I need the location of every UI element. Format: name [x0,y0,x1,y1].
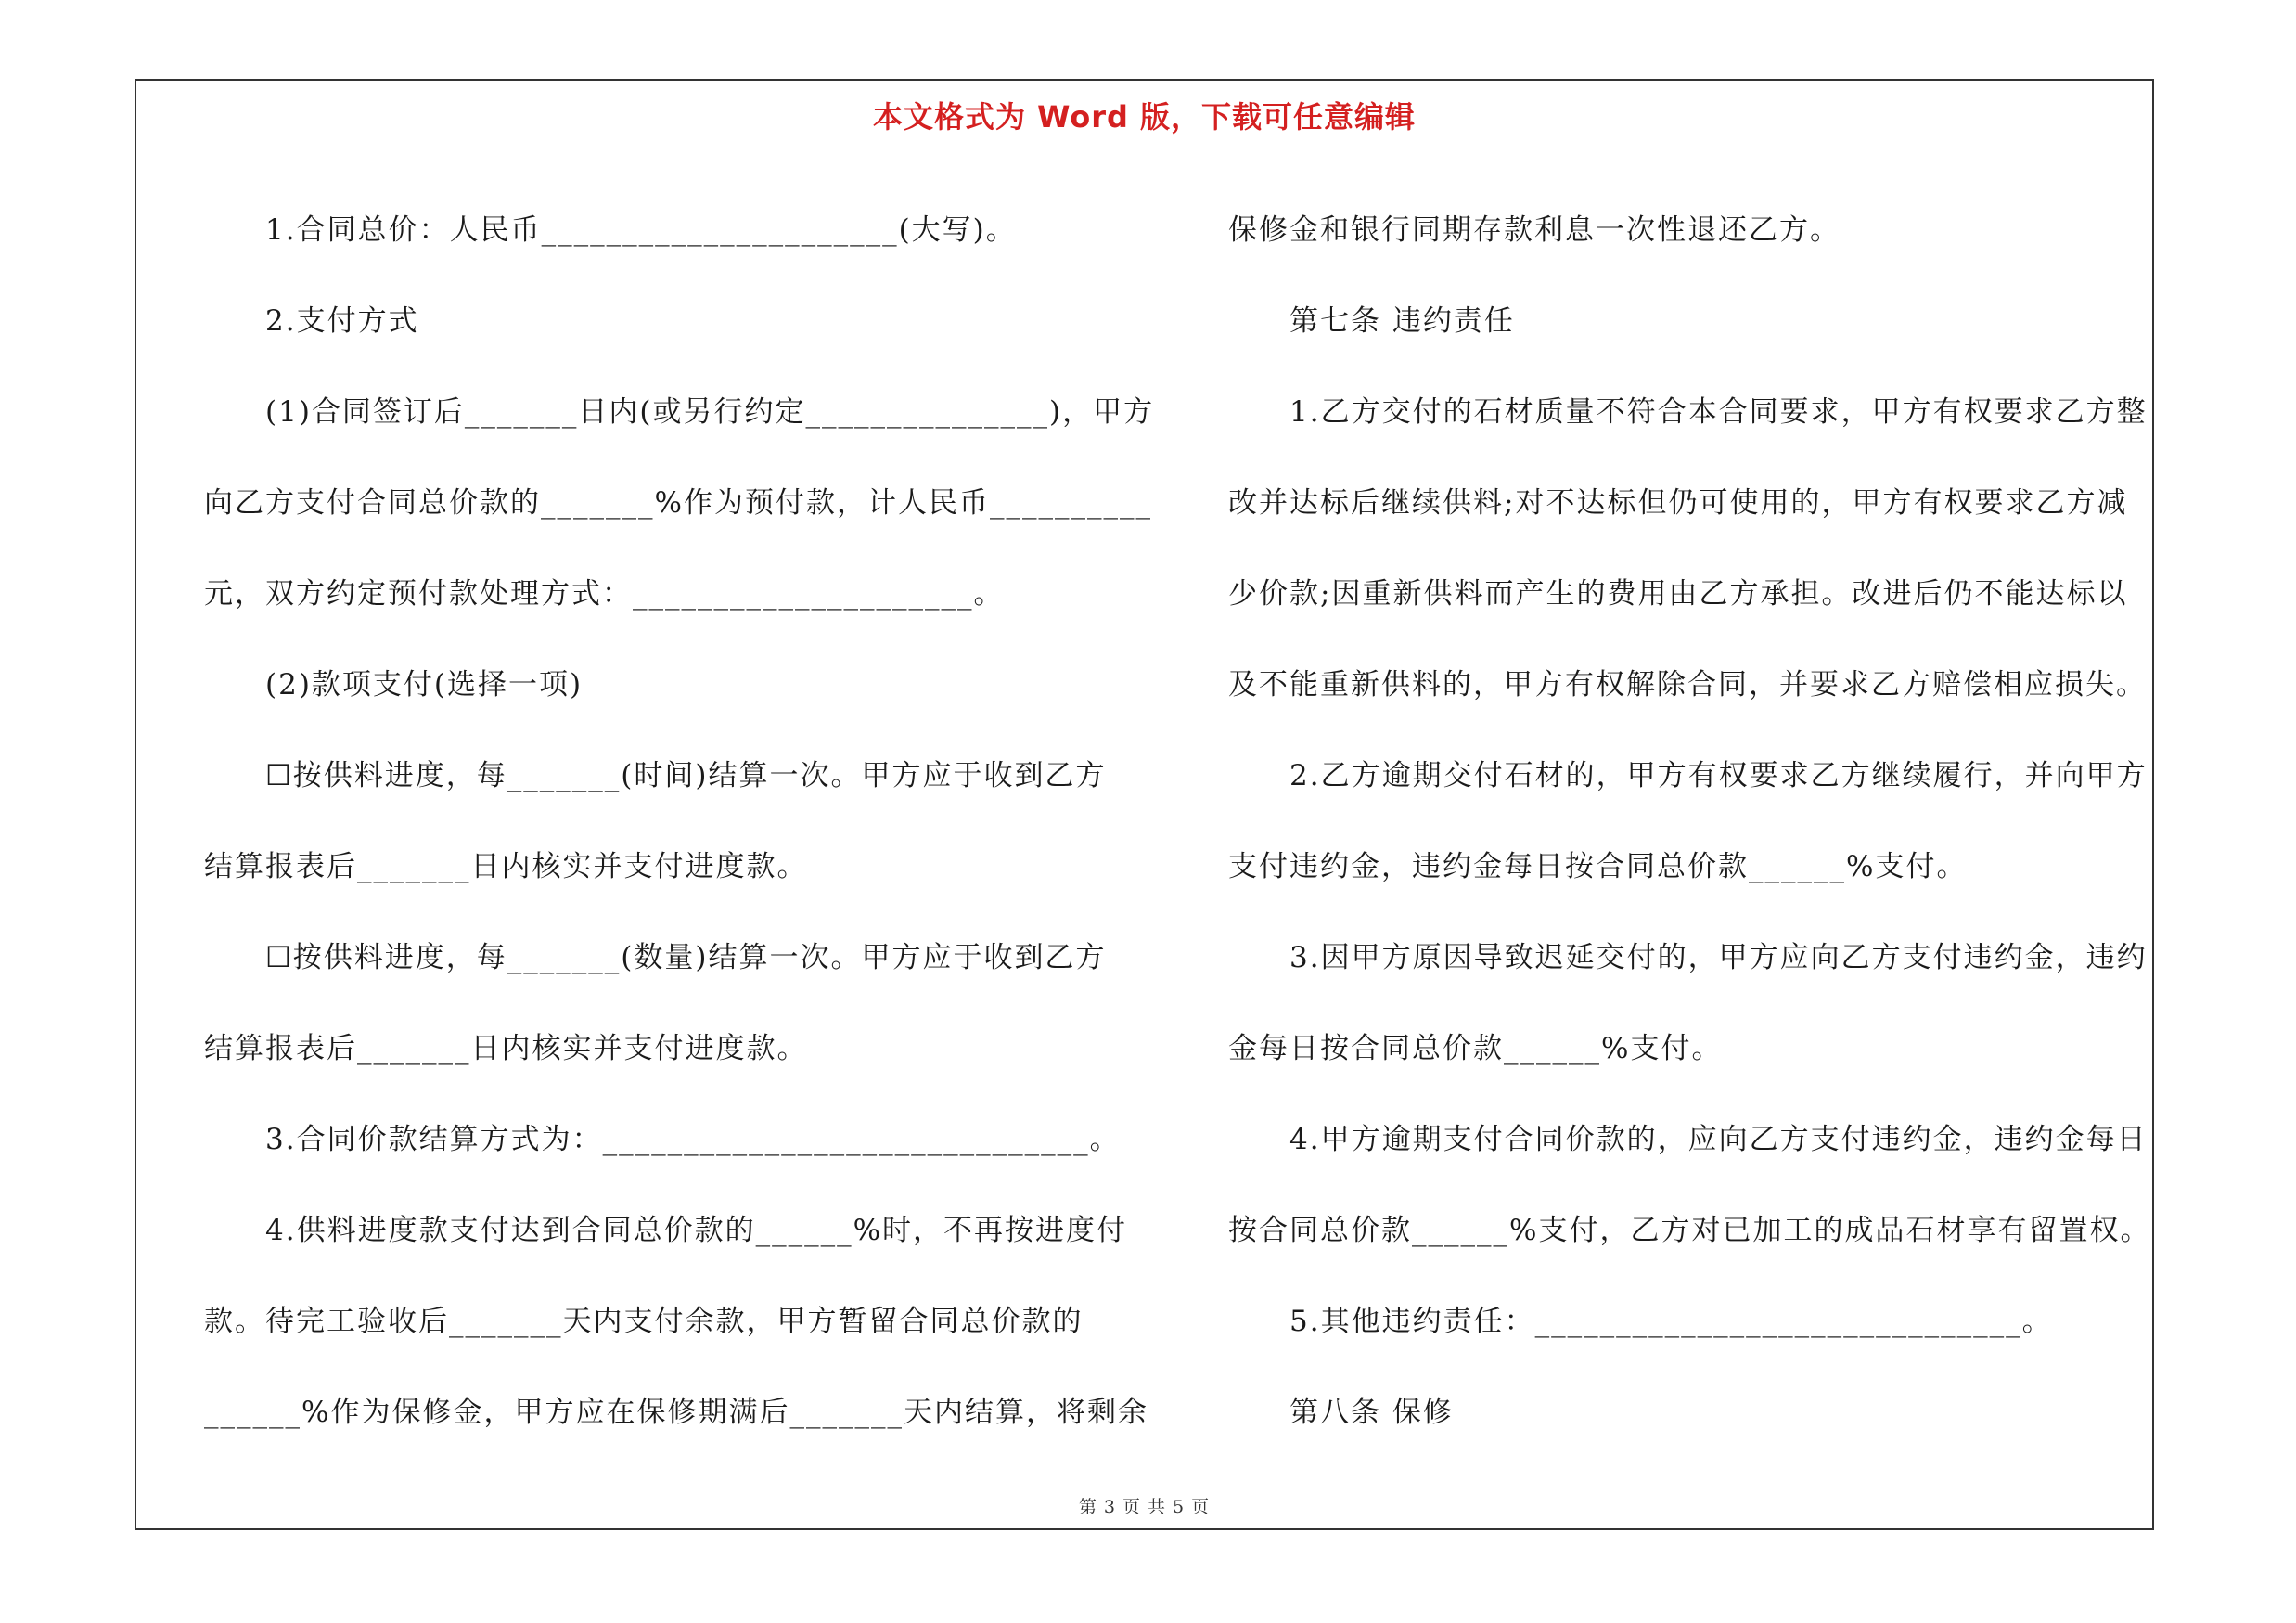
paragraph: ☐按供料进度，每_______(数量)结算一次。甲方应于收到乙方 [265,941,1107,974]
paragraph: 3.合同价款结算方式为：______________________________。 [265,1123,1121,1156]
paragraph: 2.支付方式 [265,304,419,338]
paragraph: (2)款项支付(选择一项) [265,668,584,702]
page-frame [135,79,2154,1530]
paragraph: 保修金和银行同期存款利息一次性退还乙方。 [1228,213,1841,247]
paragraph: 按合同总价款______%支付，乙方对已加工的成品石材享有留置权。 [1228,1214,2151,1247]
paragraph: 结算报表后_______日内核实并支付进度款。 [204,1032,808,1065]
right-column [1228,185,2156,1458]
paragraph: 改并达标后继续供料;对不达标但仍可使用的，甲方有权要求乙方减 [1228,486,2128,520]
paragraph: 5.其他违约责任：______________________________。 [1289,1305,2053,1338]
paragraph: 2.乙方逾期交付石材的，甲方有权要求乙方继续履行，并向甲方 [1289,759,2148,792]
paragraph: 及不能重新供料的，甲方有权解除合同，并要求乙方赔偿相应损失。 [1228,668,2147,702]
paragraph: ______%作为保修金，甲方应在保修期满后_______天内结算，将剩余 [204,1396,1148,1429]
paragraph: 支付违约金，违约金每日按合同总价款______%支付。 [1228,850,1968,883]
paragraph: 1.合同总价：人民币______________________(大写)。 [265,213,1017,247]
paragraph: 结算报表后_______日内核实并支付进度款。 [204,850,808,883]
paragraph: ☐按供料进度，每_______(时间)结算一次。甲方应于收到乙方 [265,759,1107,792]
paragraph: 4.供料进度款支付达到合同总价款的______%时，不再按进度付 [265,1214,1128,1247]
paragraph: 4.甲方逾期支付合同价款的，应向乙方支付违约金，违约金每日 [1289,1123,2148,1156]
paragraph: 元，双方约定预付款处理方式：_____________________。 [204,577,1005,611]
paragraph: 少价款;因重新供料而产生的费用由乙方承担。改进后仍不能达标以 [1228,577,2128,611]
section-heading: 第七条 违约责任 [1289,304,1515,338]
page-number: 第 3 页 共 5 页 [1078,1497,1211,1517]
paragraph: 向乙方支付合同总价款的_______%作为预付款，计人民币__________ [204,486,1152,520]
paragraph: 款。待完工验收后_______天内支付余款，甲方暂留合同总价款的 [204,1305,1084,1338]
paragraph: 金每日按合同总价款______%支付。 [1228,1032,1723,1065]
section-heading: 第八条 保修 [1289,1396,1454,1429]
paragraph: (1)合同签订后_______日内(或另行约定_______________)，甲方 [265,395,1155,429]
left-column [204,185,1155,1458]
paragraph: 1.乙方交付的石材质量不符合本合同要求，甲方有权要求乙方整 [1289,395,2148,429]
word-format-banner: 本文格式为 Word 版，下载可任意编辑 [872,99,1417,135]
paragraph: 3.因甲方原因导致迟延交付的，甲方应向乙方支付违约金，违约 [1289,941,2148,974]
